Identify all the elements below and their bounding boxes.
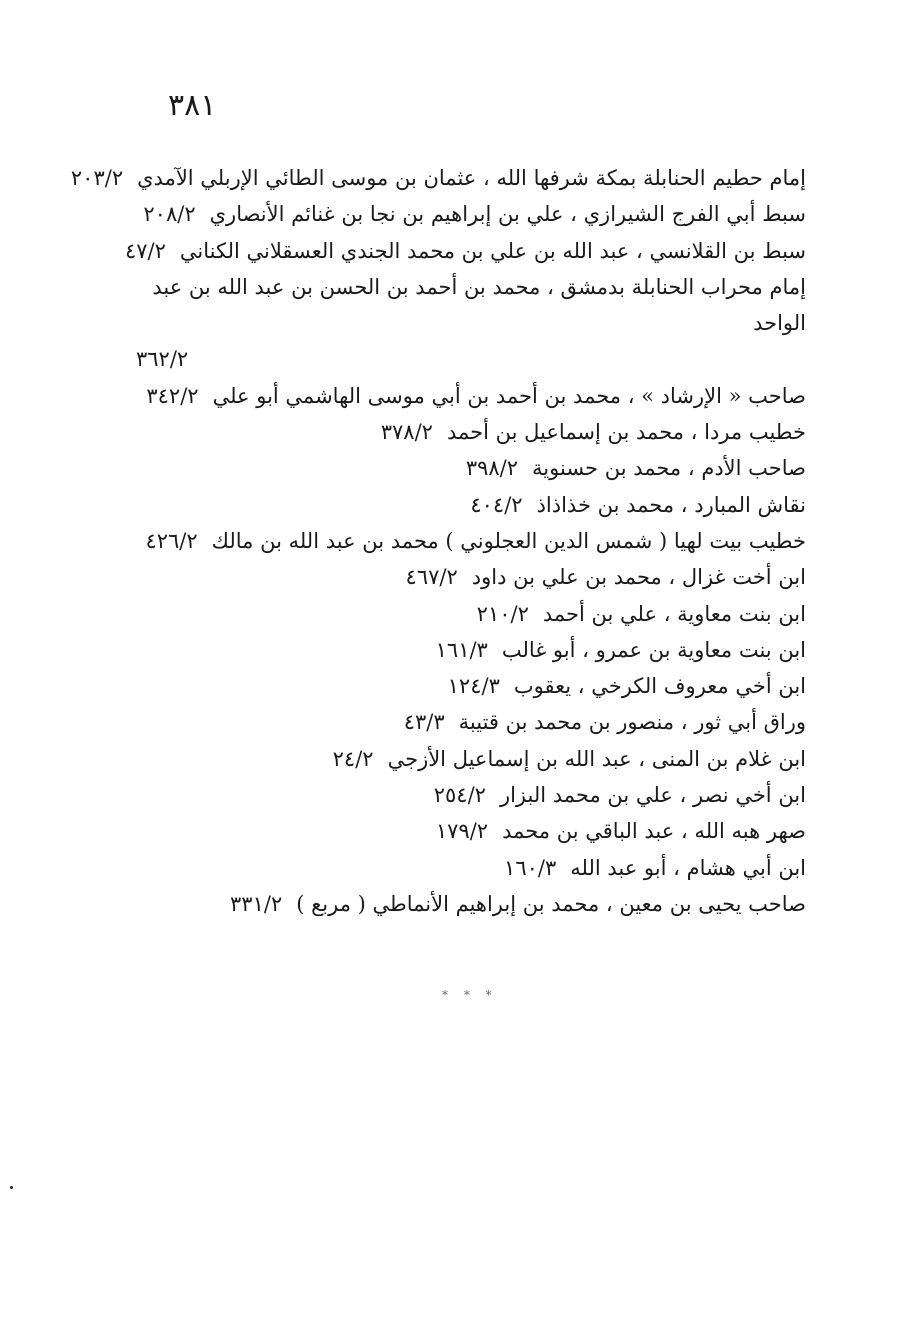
entry-reference: ٣٤٢/٢ bbox=[146, 383, 199, 408]
entry-reference: ٢٠٨/٢ bbox=[143, 202, 196, 227]
entry-reference: ٣٩٨/٢ bbox=[465, 456, 519, 481]
entry-text: ابن أبي هشام ، أبو عبد الله bbox=[570, 855, 806, 880]
entry-text: سبط بن القلانسي ، عبد الله بن علي بن محمد الجندي العسقلاني الكناني bbox=[179, 238, 806, 263]
entry-text: ابن بنت معاوية بن عمرو ، أبو غالب bbox=[501, 637, 806, 662]
entry-reference: ٢١٠/٢ bbox=[476, 601, 529, 626]
page-number: ٣٨١ bbox=[168, 88, 217, 123]
entry-reference: ٤٣/٣ bbox=[403, 710, 445, 735]
entry-reference: ٤٠٤/٢ bbox=[470, 492, 523, 517]
list-item bbox=[106, 523, 806, 559]
entry-reference: ١٧٩/٢ bbox=[435, 819, 489, 844]
entry-text: صاحب الأدم ، محمد بن حسنوية bbox=[532, 456, 806, 481]
list-item bbox=[106, 269, 806, 378]
entry-reference: ٤٦٧/٢ bbox=[405, 565, 458, 590]
entry-text: وراق أبي ثور ، منصور بن محمد بن قتيبة bbox=[458, 710, 806, 735]
entry-text: ابن غلام بن المنى ، عبد الله بن إسماعيل الأزجي bbox=[387, 746, 806, 771]
entry-text: ابن أخي معروف الكرخي ، يعقوب bbox=[513, 674, 806, 699]
scan-speck bbox=[10, 1186, 13, 1189]
entry-text: سبط أبي الفرج الشيرازي ، علي بن إبراهيم بن نجا بن غنائم الأنصاري bbox=[209, 202, 806, 227]
entry-list bbox=[70, 160, 806, 922]
list-item bbox=[106, 596, 806, 632]
entry-text: ابن أخي نصر ، علي بن محمد البزار bbox=[499, 783, 806, 808]
entry-reference: ٢٠٣/٢ bbox=[70, 166, 124, 190]
list-item bbox=[106, 487, 806, 523]
entry-text: نقاش المبارد ، محمد بن خذاذاذ bbox=[536, 492, 806, 517]
entry-reference: ١٦١/٣ bbox=[435, 637, 488, 662]
list-item bbox=[106, 414, 806, 450]
section-separator: * * * bbox=[442, 988, 498, 1002]
list-item bbox=[106, 704, 806, 740]
entry-reference: ٤٧/٢ bbox=[124, 238, 166, 263]
entry-reference: ١٢٤/٣ bbox=[447, 674, 500, 699]
list-item bbox=[106, 559, 806, 595]
entry-text: صهر هبه الله ، عبد الباقي بن محمد bbox=[502, 819, 806, 844]
entry-reference: ١٦٠/٣ bbox=[504, 855, 557, 880]
list-item bbox=[106, 886, 806, 922]
list-item bbox=[106, 741, 806, 777]
list-item bbox=[106, 813, 806, 849]
entry-reference: ٢٤/٢ bbox=[332, 746, 374, 771]
list-item bbox=[106, 196, 806, 232]
list-item bbox=[106, 378, 806, 414]
entry-reference: ٤٢٦/٢ bbox=[145, 528, 198, 553]
list-item bbox=[106, 632, 806, 668]
list-item bbox=[106, 668, 806, 704]
entry-text: ابن أخت غزال ، محمد بن علي بن داود bbox=[471, 565, 806, 590]
entry-text: إمام محراب الحنابلة بدمشق ، محمد بن أحمد بن الحسن بن عبد الله بن عبد الواحد bbox=[152, 274, 806, 336]
list-item bbox=[106, 850, 806, 886]
entry-reference: ٣٦٢/٢ bbox=[136, 347, 189, 372]
entry-text: خطيب مردا ، محمد بن إسماعيل بن أحمد bbox=[446, 420, 806, 445]
entry-text: صاحب « الإرشاد » ، محمد بن أحمد بن أبي موسى الهاشمي أبو علي bbox=[212, 383, 806, 408]
entry-text: صاحب يحيى بن معين ، محمد بن إبراهيم الأنماطي ( مربع ) bbox=[296, 891, 806, 916]
list-item bbox=[106, 233, 806, 269]
entry-text: خطيب بيت لهيا ( شمس الدين العجلوني ) محمد بن عبد الله بن مالك bbox=[211, 528, 806, 553]
list-item bbox=[106, 450, 806, 486]
entry-text: ابن بنت معاوية ، علي بن أحمد bbox=[542, 601, 806, 626]
entry-reference: ٣٧٨/٢ bbox=[380, 420, 433, 445]
entry-text: إمام حطيم الحنابلة بمكة شرفها الله ، عثمان بن موسى الطائي الإربلي الآمدي bbox=[137, 166, 806, 190]
entry-reference: ٢٥٤/٢ bbox=[433, 783, 486, 808]
list-item bbox=[106, 777, 806, 813]
list-item bbox=[70, 160, 806, 196]
entry-reference: ٣٣١/٢ bbox=[230, 891, 283, 916]
